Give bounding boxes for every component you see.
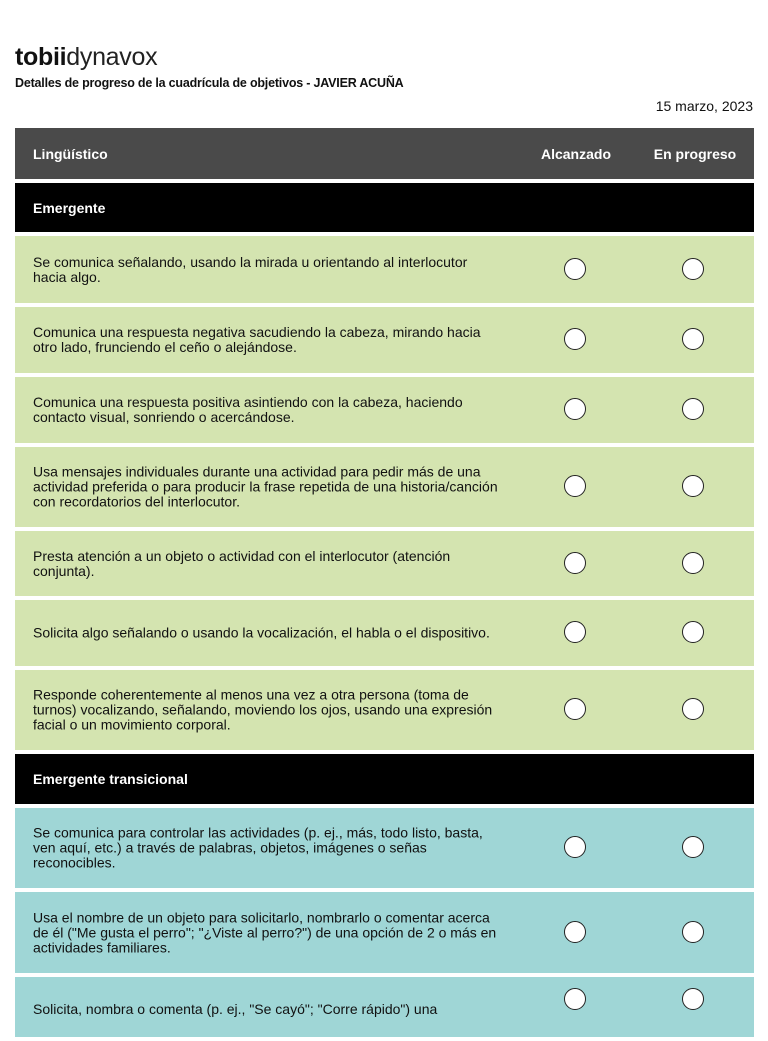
achieved-radio[interactable] — [564, 475, 586, 497]
in-progress-radio[interactable] — [682, 398, 704, 420]
in-progress-radio[interactable] — [682, 475, 704, 497]
goal-text: Se comunica señalando, usando la mirada u orientando al interlocutor hacia algo. — [33, 253, 468, 285]
goal-text: Solicita algo señalando o usando la vocalización, el habla o el dispositivo. — [33, 624, 490, 641]
goal-text: Se comunica para controlar las actividades (p. ej., más, todo listo, basta, ven aquí, etc.) a través de palabras, objetos, imágenes o señas reconocibles. — [33, 824, 483, 871]
goal-text: Usa el nombre de un objeto para solicitarlo, nombrarlo o comentar acerca de él ("Me gusta el perro"; "¿Viste al perro?") de una opción de 2 o más en actividades familiares. — [33, 909, 497, 955]
achieved-radio[interactable] — [564, 258, 586, 280]
table-row — [15, 307, 754, 373]
table-row — [15, 892, 754, 973]
table-row — [15, 531, 754, 596]
logo-part-2: dynavox — [66, 43, 158, 71]
achieved-radio[interactable] — [564, 921, 586, 943]
goal-text: Presta atención a un objeto o actividad con el interlocutor (atención conjunta). — [33, 547, 451, 579]
table-row — [15, 977, 754, 1037]
goal-text: Usa mensajes individuales durante una actividad para pedir más de una actividad preferida o para producir la frase repetida de una historia/canción con recordatorios del interlocutor. — [33, 463, 498, 510]
document-subtitle: Detalles de progreso de la cuadrícula de objetivos - JAVIER ACUÑA — [15, 76, 404, 90]
achieved-radio[interactable] — [564, 328, 586, 350]
goal-text: Solicita, nombra o comenta (p. ej., "Se cayó"; "Corre rápido") una — [33, 1001, 438, 1017]
goals-grid-table — [15, 128, 754, 1041]
table-row — [15, 670, 754, 750]
table-row — [15, 447, 754, 527]
in-progress-radio[interactable] — [682, 698, 704, 720]
document-date: 15 marzo, 2023 — [655, 98, 753, 114]
section-header-emergente — [15, 183, 754, 232]
achieved-radio[interactable] — [564, 398, 586, 420]
in-progress-radio[interactable] — [682, 921, 704, 943]
achieved-radio[interactable] — [564, 621, 586, 643]
in-progress-radio[interactable] — [682, 258, 704, 280]
in-progress-radio[interactable] — [682, 552, 704, 574]
section-header-emergente-transicional — [15, 754, 754, 804]
table-row — [15, 808, 754, 888]
section-title: Emergente transicional — [33, 771, 188, 787]
table-row — [15, 377, 754, 443]
header-category: Lingüístico — [33, 145, 108, 162]
achieved-radio[interactable] — [564, 988, 586, 1010]
table-row — [15, 600, 754, 666]
goal-text: Comunica una respuesta negativa sacudiendo la cabeza, mirando hacia otro lado, frunciendo el ceño o alejándose. — [33, 324, 481, 355]
achieved-radio[interactable] — [564, 698, 586, 720]
table-row — [15, 236, 754, 303]
header-achieved: Alcanzado — [540, 145, 611, 162]
achieved-radio[interactable] — [564, 552, 586, 574]
section-title: Emergente — [33, 199, 106, 216]
achieved-radio[interactable] — [564, 836, 586, 858]
goal-text: Comunica una respuesta positiva asintiendo con la cabeza, haciendo contacto visual, sonriendo o acercándose. — [33, 394, 463, 425]
tobii-dynavox-logo — [15, 42, 157, 72]
header-in-progress: En progreso — [653, 145, 737, 162]
in-progress-radio[interactable] — [682, 328, 704, 350]
logo-part-1: tobii — [15, 43, 67, 71]
in-progress-radio[interactable] — [682, 621, 704, 643]
goal-text: Responde coherentemente al menos una vez a otra persona (toma de turnos) vocalizando, señalando, moviendo los ojos, usando una expresión facial o un movimiento corporal. — [33, 686, 493, 733]
in-progress-radio[interactable] — [682, 836, 704, 858]
table-header — [15, 128, 754, 179]
in-progress-radio[interactable] — [682, 988, 704, 1010]
